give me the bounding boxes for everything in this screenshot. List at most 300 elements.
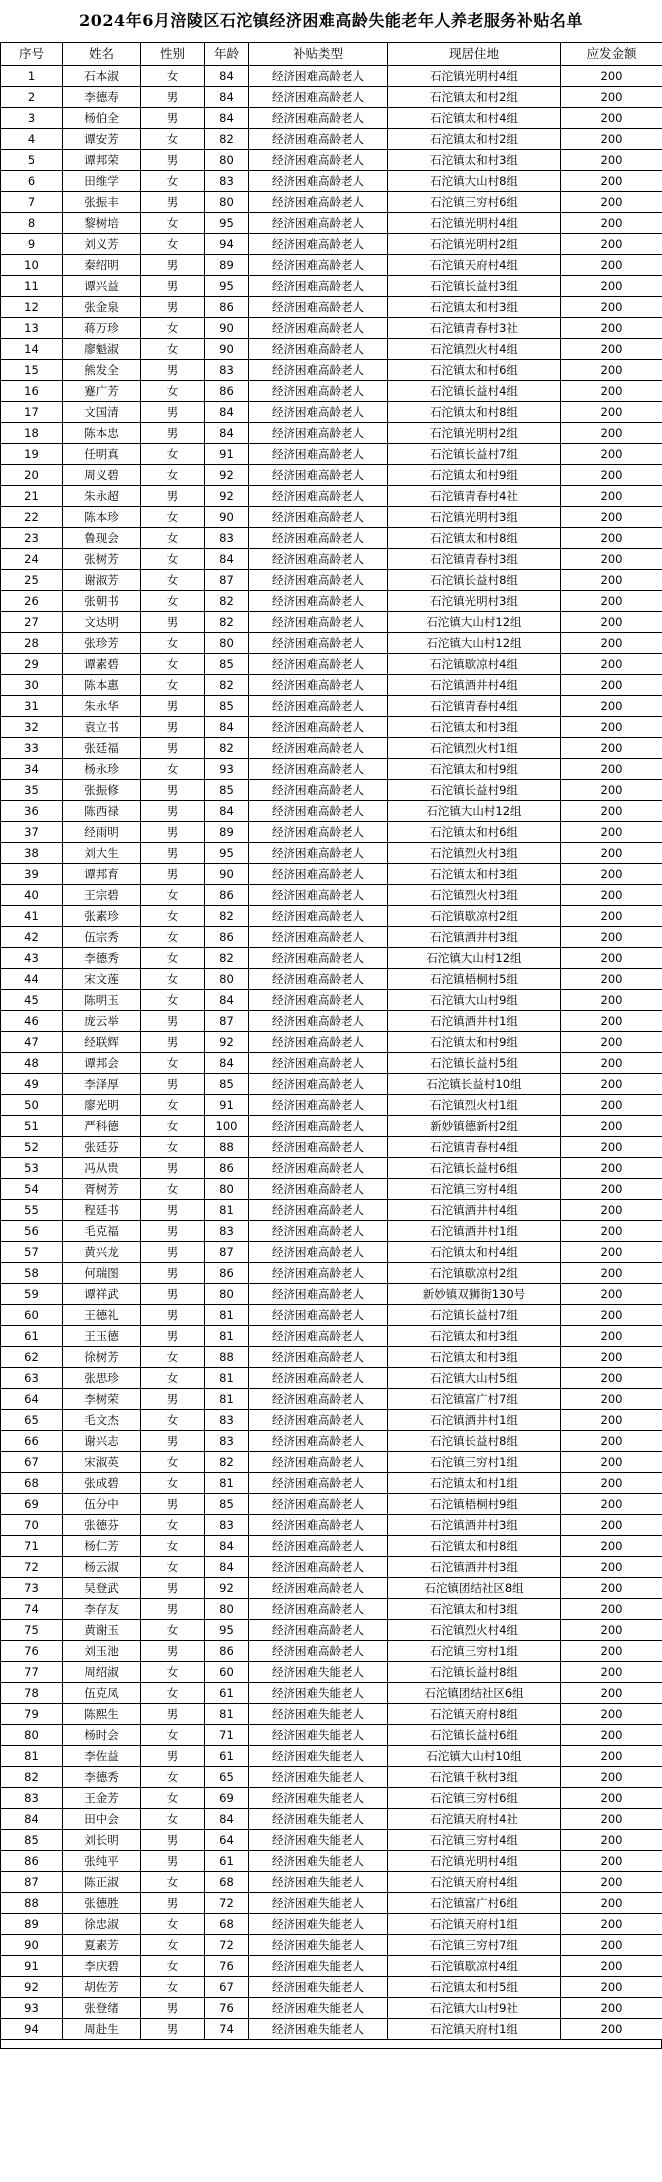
cell-address: 石沱镇长益村3组 xyxy=(388,276,561,297)
cell-amount: 200 xyxy=(561,1368,662,1389)
cell-amount: 200 xyxy=(561,213,662,234)
cell-address: 石沱镇天府村1组 xyxy=(388,2019,561,2040)
cell-subsidy-type: 经济困难高龄老人 xyxy=(249,717,388,738)
cell-age: 100 xyxy=(205,1116,249,1137)
cell-index: 25 xyxy=(1,570,63,591)
cell-gender: 男 xyxy=(141,1032,205,1053)
cell-address: 石沱镇长益村8组 xyxy=(388,570,561,591)
cell-amount: 200 xyxy=(561,402,662,423)
cell-subsidy-type: 经济困难失能老人 xyxy=(249,2019,388,2040)
cell-subsidy-type: 经济困难高龄老人 xyxy=(249,444,388,465)
cell-gender: 男 xyxy=(141,297,205,318)
cell-index: 92 xyxy=(1,1977,63,1998)
table-row xyxy=(1,108,662,129)
cell-name: 陈西禄 xyxy=(63,801,141,822)
cell-index: 29 xyxy=(1,654,63,675)
cell-age: 83 xyxy=(205,528,249,549)
cell-address: 石沱镇光明村4组 xyxy=(388,1851,561,1872)
cell-address: 石沱镇太和村8组 xyxy=(388,1536,561,1557)
cell-index: 31 xyxy=(1,696,63,717)
cell-name: 谢淑芳 xyxy=(63,570,141,591)
table-row xyxy=(1,171,662,192)
cell-subsidy-type: 经济困难高龄老人 xyxy=(249,423,388,444)
cell-gender: 女 xyxy=(141,675,205,696)
cell-name: 张朝书 xyxy=(63,591,141,612)
cell-subsidy-type: 经济困难高龄老人 xyxy=(249,1473,388,1494)
cell-name: 刘长明 xyxy=(63,1830,141,1851)
table-row xyxy=(1,129,662,150)
cell-address: 新妙镇德新村2组 xyxy=(388,1116,561,1137)
cell-age: 84 xyxy=(205,801,249,822)
cell-subsidy-type: 经济困难高龄老人 xyxy=(249,927,388,948)
cell-subsidy-type: 经济困难高龄老人 xyxy=(249,1179,388,1200)
cell-index: 54 xyxy=(1,1179,63,1200)
cell-age: 83 xyxy=(205,360,249,381)
table-row xyxy=(1,528,662,549)
cell-amount: 200 xyxy=(561,255,662,276)
cell-name: 王金芳 xyxy=(63,1788,141,1809)
cell-age: 87 xyxy=(205,1011,249,1032)
cell-subsidy-type: 经济困难高龄老人 xyxy=(249,759,388,780)
cell-age: 82 xyxy=(205,738,249,759)
cell-age: 82 xyxy=(205,591,249,612)
table-row xyxy=(1,150,662,171)
cell-subsidy-type: 经济困难高龄老人 xyxy=(249,234,388,255)
cell-subsidy-type: 经济困难高龄老人 xyxy=(249,1200,388,1221)
cell-subsidy-type: 经济困难失能老人 xyxy=(249,1662,388,1683)
cell-gender: 女 xyxy=(141,1788,205,1809)
cell-address: 石沱镇太和村3组 xyxy=(388,150,561,171)
cell-subsidy-type: 经济困难高龄老人 xyxy=(249,633,388,654)
cell-amount: 200 xyxy=(561,444,662,465)
cell-subsidy-type: 经济困难高龄老人 xyxy=(249,990,388,1011)
cell-age: 93 xyxy=(205,759,249,780)
cell-subsidy-type: 经济困难高龄老人 xyxy=(249,885,388,906)
cell-address: 石沱镇太和村2组 xyxy=(388,129,561,150)
cell-name: 刘大生 xyxy=(63,843,141,864)
cell-gender: 男 xyxy=(141,1830,205,1851)
cell-amount: 200 xyxy=(561,1767,662,1788)
cell-name: 张登绪 xyxy=(63,1998,141,2019)
cell-subsidy-type: 经济困难失能老人 xyxy=(249,1683,388,1704)
cell-subsidy-type: 经济困难失能老人 xyxy=(249,1704,388,1725)
cell-name: 陈本惠 xyxy=(63,675,141,696)
cell-index: 28 xyxy=(1,633,63,654)
cell-address: 石沱镇青春村4组 xyxy=(388,696,561,717)
cell-gender: 男 xyxy=(141,2019,205,2040)
cell-amount: 200 xyxy=(561,1599,662,1620)
cell-index: 52 xyxy=(1,1137,63,1158)
cell-address: 石沱镇长益村6组 xyxy=(388,1725,561,1746)
cell-subsidy-type: 经济困难高龄老人 xyxy=(249,66,388,87)
cell-name: 陈正淑 xyxy=(63,1872,141,1893)
cell-subsidy-type: 经济困难失能老人 xyxy=(249,1788,388,1809)
cell-amount: 200 xyxy=(561,381,662,402)
cell-gender: 女 xyxy=(141,1872,205,1893)
cell-amount: 200 xyxy=(561,1788,662,1809)
cell-gender: 女 xyxy=(141,1557,205,1578)
cell-amount: 200 xyxy=(561,150,662,171)
cell-amount: 200 xyxy=(561,696,662,717)
cell-amount: 200 xyxy=(561,906,662,927)
cell-amount: 200 xyxy=(561,1578,662,1599)
cell-age: 91 xyxy=(205,1095,249,1116)
table-row xyxy=(1,276,662,297)
table-row xyxy=(1,570,662,591)
table-row xyxy=(1,1788,662,1809)
cell-index: 58 xyxy=(1,1263,63,1284)
cell-amount: 200 xyxy=(561,1473,662,1494)
table-row xyxy=(1,1389,662,1410)
table-row xyxy=(1,444,662,465)
cell-age: 67 xyxy=(205,1977,249,1998)
cell-subsidy-type: 经济困难失能老人 xyxy=(249,1998,388,2019)
cell-gender: 男 xyxy=(141,1326,205,1347)
cell-address: 石沱镇酒井村1组 xyxy=(388,1011,561,1032)
cell-index: 14 xyxy=(1,339,63,360)
cell-address: 石沱镇大山村8组 xyxy=(388,171,561,192)
cell-index: 21 xyxy=(1,486,63,507)
cell-gender: 男 xyxy=(141,108,205,129)
cell-gender: 女 xyxy=(141,1683,205,1704)
cell-subsidy-type: 经济困难失能老人 xyxy=(249,1872,388,1893)
cell-amount: 200 xyxy=(561,570,662,591)
table-row xyxy=(1,843,662,864)
cell-gender: 女 xyxy=(141,381,205,402)
cell-address: 石沱镇大山村5组 xyxy=(388,1368,561,1389)
cell-address: 石沱镇太和村1组 xyxy=(388,1473,561,1494)
cell-subsidy-type: 经济困难高龄老人 xyxy=(249,192,388,213)
cell-index: 35 xyxy=(1,780,63,801)
cell-address: 石沱镇富广村6组 xyxy=(388,1893,561,1914)
table-row xyxy=(1,801,662,822)
cell-subsidy-type: 经济困难高龄老人 xyxy=(249,1074,388,1095)
cell-index: 24 xyxy=(1,549,63,570)
cell-index: 85 xyxy=(1,1830,63,1851)
cell-name: 谭安芳 xyxy=(63,129,141,150)
cell-index: 88 xyxy=(1,1893,63,1914)
cell-index: 36 xyxy=(1,801,63,822)
table-row xyxy=(1,381,662,402)
cell-gender: 男 xyxy=(141,822,205,843)
table-row xyxy=(1,1809,662,1830)
cell-name: 徐树芳 xyxy=(63,1347,141,1368)
cell-age: 92 xyxy=(205,1032,249,1053)
cell-address: 石沱镇大山村12组 xyxy=(388,801,561,822)
cell-subsidy-type: 经济困难高龄老人 xyxy=(249,1368,388,1389)
cell-address: 石沱镇长益村8组 xyxy=(388,1431,561,1452)
cell-gender: 女 xyxy=(141,1809,205,1830)
cell-name: 何瑞图 xyxy=(63,1263,141,1284)
cell-amount: 200 xyxy=(561,1557,662,1578)
cell-address: 石沱镇太和村2组 xyxy=(388,87,561,108)
cell-address: 石沱镇太和村3组 xyxy=(388,297,561,318)
cell-name: 张金泉 xyxy=(63,297,141,318)
cell-address: 石沱镇歇凉村2组 xyxy=(388,906,561,927)
cell-index: 66 xyxy=(1,1431,63,1452)
cell-name: 周赴生 xyxy=(63,2019,141,2040)
cell-index: 81 xyxy=(1,1746,63,1767)
cell-index: 20 xyxy=(1,465,63,486)
cell-address: 石沱镇烈火村1组 xyxy=(388,738,561,759)
cell-amount: 200 xyxy=(561,1809,662,1830)
cell-age: 82 xyxy=(205,675,249,696)
cell-age: 84 xyxy=(205,66,249,87)
cell-subsidy-type: 经济困难高龄老人 xyxy=(249,969,388,990)
cell-age: 95 xyxy=(205,213,249,234)
cell-address: 石沱镇青春村4组 xyxy=(388,1137,561,1158)
cell-address: 石沱镇大山村12组 xyxy=(388,612,561,633)
cell-address: 石沱镇酒井村3组 xyxy=(388,1515,561,1536)
cell-address: 石沱镇天府村8组 xyxy=(388,1704,561,1725)
table-row xyxy=(1,1368,662,1389)
cell-gender: 女 xyxy=(141,549,205,570)
cell-subsidy-type: 经济困难高龄老人 xyxy=(249,1347,388,1368)
cell-age: 81 xyxy=(205,1704,249,1725)
table-row xyxy=(1,990,662,1011)
cell-gender: 男 xyxy=(141,1242,205,1263)
cell-gender: 女 xyxy=(141,591,205,612)
table-row xyxy=(1,1620,662,1641)
cell-age: 80 xyxy=(205,150,249,171)
cell-amount: 200 xyxy=(561,1620,662,1641)
table-row xyxy=(1,885,662,906)
cell-amount: 200 xyxy=(561,1284,662,1305)
cell-gender: 女 xyxy=(141,759,205,780)
cell-name: 黄谢玉 xyxy=(63,1620,141,1641)
table-row xyxy=(1,507,662,528)
cell-index: 27 xyxy=(1,612,63,633)
cell-age: 95 xyxy=(205,843,249,864)
cell-index: 41 xyxy=(1,906,63,927)
table-header-row xyxy=(1,43,662,66)
cell-age: 89 xyxy=(205,822,249,843)
cell-gender: 女 xyxy=(141,1368,205,1389)
cell-name: 蒋万珍 xyxy=(63,318,141,339)
table-row xyxy=(1,969,662,990)
cell-gender: 女 xyxy=(141,927,205,948)
table-row xyxy=(1,1074,662,1095)
cell-amount: 200 xyxy=(561,780,662,801)
cell-address: 石沱镇烈火村4组 xyxy=(388,339,561,360)
cell-amount: 200 xyxy=(561,1137,662,1158)
cell-gender: 男 xyxy=(141,1641,205,1662)
table-row xyxy=(1,1536,662,1557)
cell-amount: 200 xyxy=(561,738,662,759)
cell-age: 83 xyxy=(205,1221,249,1242)
cell-subsidy-type: 经济困难高龄老人 xyxy=(249,1221,388,1242)
table-row xyxy=(1,1473,662,1494)
table-row xyxy=(1,1914,662,1935)
table-row xyxy=(1,1326,662,1347)
cell-index: 77 xyxy=(1,1662,63,1683)
cell-age: 80 xyxy=(205,633,249,654)
cell-age: 86 xyxy=(205,297,249,318)
cell-address: 石沱镇烈火村3组 xyxy=(388,843,561,864)
cell-index: 61 xyxy=(1,1326,63,1347)
cell-gender: 女 xyxy=(141,1179,205,1200)
cell-age: 84 xyxy=(205,1557,249,1578)
cell-subsidy-type: 经济困难失能老人 xyxy=(249,1977,388,1998)
cell-subsidy-type: 经济困难高龄老人 xyxy=(249,171,388,192)
cell-age: 82 xyxy=(205,612,249,633)
cell-name: 黎树培 xyxy=(63,213,141,234)
cell-index: 62 xyxy=(1,1347,63,1368)
cell-index: 74 xyxy=(1,1599,63,1620)
subsidy-table xyxy=(0,42,662,2040)
table-row xyxy=(1,1221,662,1242)
cell-name: 张树芳 xyxy=(63,549,141,570)
cell-index: 63 xyxy=(1,1368,63,1389)
cell-gender: 女 xyxy=(141,570,205,591)
cell-subsidy-type: 经济困难高龄老人 xyxy=(249,1263,388,1284)
cell-amount: 200 xyxy=(561,948,662,969)
cell-subsidy-type: 经济困难失能老人 xyxy=(249,1830,388,1851)
cell-age: 84 xyxy=(205,549,249,570)
cell-name: 张振修 xyxy=(63,780,141,801)
cell-address: 石沱镇三穷村4组 xyxy=(388,1830,561,1851)
cell-amount: 200 xyxy=(561,1200,662,1221)
cell-age: 85 xyxy=(205,696,249,717)
cell-subsidy-type: 经济困难高龄老人 xyxy=(249,1515,388,1536)
cell-address: 石沱镇长益村4组 xyxy=(388,381,561,402)
column-header-name: 姓名 xyxy=(63,43,141,66)
table-row xyxy=(1,465,662,486)
table-row xyxy=(1,780,662,801)
table-row xyxy=(1,360,662,381)
cell-amount: 200 xyxy=(561,1011,662,1032)
cell-amount: 200 xyxy=(561,1053,662,1074)
cell-index: 3 xyxy=(1,108,63,129)
table-row xyxy=(1,1242,662,1263)
cell-name: 宋淑英 xyxy=(63,1452,141,1473)
cell-index: 48 xyxy=(1,1053,63,1074)
cell-age: 86 xyxy=(205,381,249,402)
cell-subsidy-type: 经济困难高龄老人 xyxy=(249,612,388,633)
cell-address: 石沱镇太和村5组 xyxy=(388,1977,561,1998)
cell-amount: 200 xyxy=(561,192,662,213)
cell-address: 石沱镇太和村8组 xyxy=(388,402,561,423)
cell-name: 毛克福 xyxy=(63,1221,141,1242)
cell-age: 86 xyxy=(205,885,249,906)
cell-subsidy-type: 经济困难高龄老人 xyxy=(249,1095,388,1116)
table-row xyxy=(1,486,662,507)
cell-name: 秦绍明 xyxy=(63,255,141,276)
cell-amount: 200 xyxy=(561,885,662,906)
cell-gender: 男 xyxy=(141,1074,205,1095)
cell-age: 81 xyxy=(205,1389,249,1410)
cell-index: 40 xyxy=(1,885,63,906)
cell-age: 86 xyxy=(205,1158,249,1179)
table-row xyxy=(1,234,662,255)
cell-index: 8 xyxy=(1,213,63,234)
cell-amount: 200 xyxy=(561,843,662,864)
cell-index: 67 xyxy=(1,1452,63,1473)
cell-index: 86 xyxy=(1,1851,63,1872)
cell-name: 徐忠淑 xyxy=(63,1914,141,1935)
cell-gender: 女 xyxy=(141,1662,205,1683)
cell-gender: 女 xyxy=(141,1620,205,1641)
cell-gender: 女 xyxy=(141,1473,205,1494)
cell-gender: 男 xyxy=(141,1998,205,2019)
cell-age: 61 xyxy=(205,1851,249,1872)
cell-gender: 男 xyxy=(141,864,205,885)
cell-index: 5 xyxy=(1,150,63,171)
cell-age: 85 xyxy=(205,654,249,675)
cell-gender: 女 xyxy=(141,1767,205,1788)
table-row xyxy=(1,822,662,843)
cell-index: 4 xyxy=(1,129,63,150)
cell-gender: 男 xyxy=(141,87,205,108)
cell-gender: 女 xyxy=(141,1956,205,1977)
cell-age: 76 xyxy=(205,1998,249,2019)
cell-age: 89 xyxy=(205,255,249,276)
cell-subsidy-type: 经济困难失能老人 xyxy=(249,1767,388,1788)
cell-address: 石沱镇太和村3组 xyxy=(388,1599,561,1620)
table-row xyxy=(1,297,662,318)
cell-gender: 女 xyxy=(141,1977,205,1998)
cell-name: 文达明 xyxy=(63,612,141,633)
cell-address: 石沱镇天府村4组 xyxy=(388,255,561,276)
cell-subsidy-type: 经济困难高龄老人 xyxy=(249,528,388,549)
cell-index: 90 xyxy=(1,1935,63,1956)
cell-subsidy-type: 经济困难失能老人 xyxy=(249,1914,388,1935)
cell-amount: 200 xyxy=(561,1956,662,1977)
cell-index: 12 xyxy=(1,297,63,318)
cell-name: 蹇广芳 xyxy=(63,381,141,402)
cell-gender: 男 xyxy=(141,717,205,738)
cell-amount: 200 xyxy=(561,801,662,822)
cell-index: 87 xyxy=(1,1872,63,1893)
cell-amount: 200 xyxy=(561,1746,662,1767)
cell-amount: 200 xyxy=(561,1494,662,1515)
cell-subsidy-type: 经济困难高龄老人 xyxy=(249,1116,388,1137)
cell-age: 90 xyxy=(205,318,249,339)
cell-index: 94 xyxy=(1,2019,63,2040)
cell-age: 68 xyxy=(205,1872,249,1893)
cell-subsidy-type: 经济困难高龄老人 xyxy=(249,948,388,969)
cell-subsidy-type: 经济困难高龄老人 xyxy=(249,213,388,234)
cell-address: 石沱镇大山村12组 xyxy=(388,633,561,654)
cell-name: 袁立书 xyxy=(63,717,141,738)
cell-address: 石沱镇烈火村3组 xyxy=(388,885,561,906)
cell-amount: 200 xyxy=(561,675,662,696)
table-row xyxy=(1,1158,662,1179)
table-row xyxy=(1,1137,662,1158)
cell-age: 61 xyxy=(205,1746,249,1767)
cell-age: 82 xyxy=(205,906,249,927)
cell-address: 石沱镇三穷村1组 xyxy=(388,1641,561,1662)
table-row xyxy=(1,255,662,276)
table-row xyxy=(1,192,662,213)
table-row xyxy=(1,1998,662,2019)
cell-subsidy-type: 经济困难高龄老人 xyxy=(249,150,388,171)
cell-gender: 男 xyxy=(141,486,205,507)
cell-age: 91 xyxy=(205,444,249,465)
cell-amount: 200 xyxy=(561,591,662,612)
cell-index: 15 xyxy=(1,360,63,381)
cell-amount: 200 xyxy=(561,1158,662,1179)
cell-gender: 女 xyxy=(141,654,205,675)
cell-subsidy-type: 经济困难高龄老人 xyxy=(249,822,388,843)
cell-index: 6 xyxy=(1,171,63,192)
cell-age: 82 xyxy=(205,948,249,969)
cell-index: 55 xyxy=(1,1200,63,1221)
cell-name: 伍宗秀 xyxy=(63,927,141,948)
cell-age: 86 xyxy=(205,927,249,948)
cell-age: 81 xyxy=(205,1368,249,1389)
table-row xyxy=(1,1032,662,1053)
